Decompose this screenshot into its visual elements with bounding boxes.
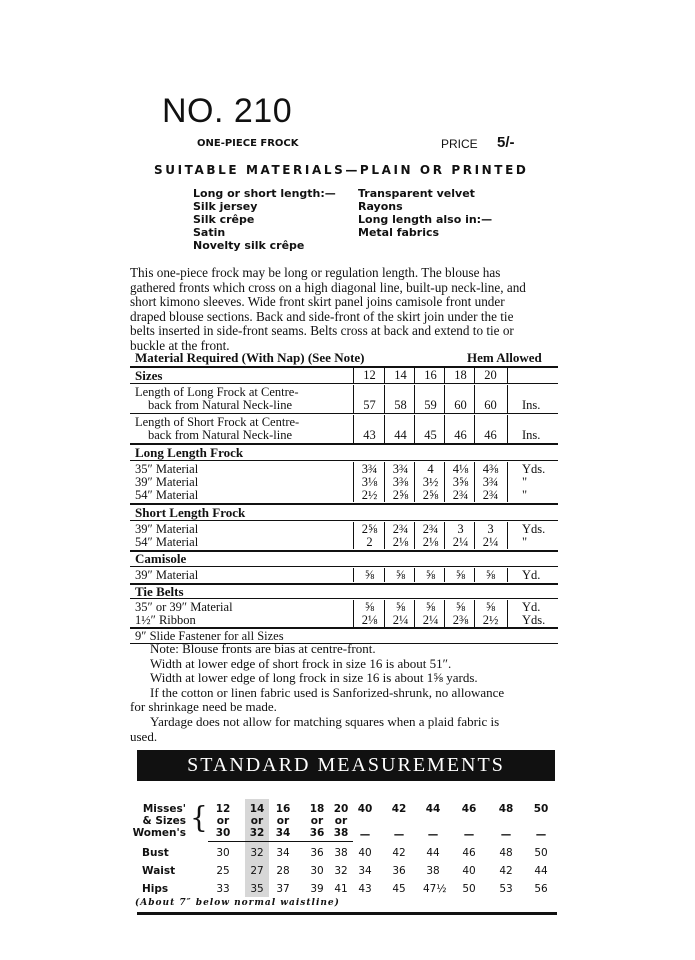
table-rule	[130, 583, 558, 585]
size-header: 12	[363, 368, 376, 382]
measure-value: 39	[310, 883, 324, 895]
table-cell: ⅝	[455, 568, 466, 582]
table-cell: 2¼	[452, 535, 469, 549]
measure-value: 53	[499, 883, 513, 895]
table-cell: ⅝	[485, 568, 496, 582]
material-item: Novelty silk crêpe	[193, 239, 305, 252]
table-unit: "	[522, 488, 528, 502]
measure-value: 36	[392, 865, 406, 877]
row-label: 54″ Material	[135, 488, 199, 502]
table-unit: "	[522, 475, 528, 489]
table-cell: 3¾	[392, 462, 409, 476]
table-rule	[130, 566, 558, 567]
women-size: 32	[249, 827, 265, 839]
table-column-rule	[384, 368, 385, 383]
description-line: gathered fronts which cross on a high diagonal line, built-up neck-line, and	[130, 279, 526, 295]
size-header: 16	[424, 368, 437, 382]
table-cell: 3	[487, 522, 494, 536]
row-label: 39″ Material	[135, 568, 199, 582]
table-rule	[130, 550, 558, 552]
measure-value: 42	[499, 865, 513, 877]
table-cell: 60	[484, 398, 497, 412]
section-heading: Short Length Frock	[135, 505, 246, 520]
table-column-rule	[444, 368, 445, 383]
note-line: Width at lower edge of long frock in size 16 is about 1⅝ yards.	[150, 670, 478, 686]
section-heading: Tie Belts	[135, 584, 184, 599]
table-cell: 2⅝	[392, 488, 409, 502]
sizes-label: Sizes	[135, 368, 163, 383]
table-cell: 2⅜	[452, 613, 469, 627]
measure-value: 35	[250, 883, 264, 895]
table-cell: ⅝	[364, 568, 375, 582]
size-header: 20	[484, 368, 497, 382]
row-label: 35″ or 39″ Material	[135, 600, 233, 614]
note-line: If the cotton or linen fabric used is Sanforized-shrunk, no allowance	[150, 684, 505, 700]
dash: —	[359, 829, 371, 841]
table-cell: 3¾	[482, 475, 499, 489]
price-label: PRICE	[441, 137, 478, 151]
row-label: 39″ Material	[135, 522, 199, 536]
description-line: short kimono sleeves. Wide front skirt panel joins camisole front under	[130, 294, 505, 310]
or-label: or	[216, 815, 230, 827]
measure-value: 34	[276, 847, 290, 859]
table-column-rule	[414, 600, 415, 627]
table-unit: Yd.	[522, 568, 541, 582]
size-header: 14	[249, 803, 265, 815]
material-item: Transparent velvet	[358, 187, 475, 200]
table-rule	[130, 460, 558, 461]
materials-title: SUITABLE MATERIALS—PLAIN OR PRINTED	[154, 163, 529, 177]
header-rule	[208, 841, 353, 842]
table-cell: 3⅛	[361, 475, 378, 489]
table-unit: Yds.	[522, 613, 546, 627]
material-item: Long or short length:—	[193, 187, 336, 200]
row-label: Length of Short Frock at Centre-	[135, 415, 300, 429]
description-line: buckle at the front.	[130, 337, 230, 353]
material-item: Satin	[193, 226, 226, 239]
table-cell: 43	[363, 428, 376, 442]
section-heading: Camisole	[135, 551, 187, 566]
note-line: Width at lower edge of short frock in size 16 is about 51″.	[150, 655, 452, 671]
measure-value: 44	[534, 865, 548, 877]
table-column-rule	[414, 568, 415, 582]
size-header: 20	[333, 803, 349, 815]
row-label: Length of Long Frock at Centre-	[135, 385, 299, 399]
table-column-rule	[474, 522, 475, 549]
measure-value: 47½	[423, 883, 447, 895]
measure-value: 33	[216, 883, 230, 895]
table-column-rule	[414, 522, 415, 549]
material-item: Silk jersey	[193, 200, 258, 213]
table-column-rule	[384, 385, 385, 413]
table-cell: ⅝	[425, 568, 436, 582]
material-item: Silk crêpe	[193, 213, 255, 226]
table-unit: Ins.	[522, 428, 541, 442]
measure-value: 37	[276, 883, 290, 895]
size-header: 14	[394, 368, 407, 382]
table-cell: 3½	[422, 475, 439, 489]
measure-value: 25	[216, 865, 230, 877]
table-rule	[130, 520, 558, 521]
table-column-rule	[507, 385, 508, 413]
table-cell: 2¾	[482, 488, 499, 502]
pattern-name: ONE-PIECE FROCK	[197, 138, 299, 149]
size-header: 18	[454, 368, 467, 382]
note-line: for shrinkage need be made.	[130, 699, 277, 715]
note-line: Note: Blouse fronts are bias at centre-front.	[150, 641, 376, 656]
table-column-rule	[384, 522, 385, 549]
women-label: Women's	[132, 827, 186, 839]
measure-value: 30	[310, 865, 324, 877]
row-label: 35″ Material	[135, 462, 199, 476]
size-header: 42	[391, 803, 407, 815]
size-header: 18	[309, 803, 325, 815]
fastener-row: 9″ Slide Fastener for all Sizes	[135, 629, 284, 643]
misses-label: Misses'	[142, 803, 186, 815]
table-column-rule	[444, 522, 445, 549]
table-column-rule	[414, 368, 415, 383]
table-cell: 2⅛	[361, 613, 378, 627]
table-column-rule	[474, 462, 475, 502]
size-header: 12	[215, 803, 231, 815]
table-cell: ⅝	[425, 600, 436, 614]
table-column-rule	[507, 522, 508, 549]
size-header: 46	[461, 803, 477, 815]
size-header: 44	[425, 803, 441, 815]
bottom-rule	[137, 912, 557, 915]
note-line: Yardage does not allow for matching squares when a plaid fabric is	[150, 713, 500, 729]
pattern-number: NO. 210	[162, 92, 293, 130]
measure-label: Hips	[142, 883, 169, 895]
table-column-rule	[507, 462, 508, 502]
standard-measurements-banner: STANDARD MEASUREMENTS	[137, 750, 555, 781]
table-cell: ⅝	[455, 600, 466, 614]
row-label: 54″ Material	[135, 535, 199, 549]
table-cell: 2½	[482, 613, 499, 627]
table-unit: Yds.	[522, 462, 546, 476]
table-cell: ⅝	[364, 600, 375, 614]
table-column-rule	[353, 568, 354, 582]
table-cell: 2¼	[392, 613, 409, 627]
table-column-rule	[353, 415, 354, 443]
description-line: draped blouse sections. Back and side-front of the skirt join under the tie	[130, 308, 514, 324]
table-column-rule	[444, 568, 445, 582]
measure-value: 44	[426, 847, 440, 859]
measure-value: 36	[310, 847, 324, 859]
measure-value: 40	[462, 865, 476, 877]
material-item: Metal fabrics	[358, 226, 440, 239]
table-cell: ⅝	[485, 600, 496, 614]
women-size: 36	[309, 827, 325, 839]
table-cell: 2¾	[452, 488, 469, 502]
table-column-rule	[353, 600, 354, 627]
measure-value: 28	[276, 865, 290, 877]
description-line: belts inserted in side-front seams. Belts cross at back and extend to tie or	[130, 323, 514, 339]
row-label: 1½″ Ribbon	[135, 613, 196, 627]
table-rule	[130, 598, 558, 599]
table-cell: 2⅝	[361, 522, 378, 536]
measure-value: 41	[334, 883, 348, 895]
material-item: Long length also in:—	[358, 213, 493, 226]
table-cell: 46	[454, 428, 467, 442]
brace: {	[190, 800, 208, 835]
measure-value: 42	[392, 847, 406, 859]
table-column-rule	[444, 600, 445, 627]
table-cell: 2¾	[392, 522, 409, 536]
measure-value: 27	[250, 865, 264, 877]
table-column-rule	[507, 568, 508, 582]
row-label: 39″ Material	[135, 475, 199, 489]
table-rule	[130, 383, 558, 384]
dash: —	[500, 829, 512, 841]
table-column-rule	[353, 522, 354, 549]
table-cell: 2¾	[422, 522, 439, 536]
table-cell: 2¼	[482, 535, 499, 549]
material-item: Rayons	[358, 200, 403, 213]
table-cell: 3⅝	[452, 475, 469, 489]
size-header: 48	[498, 803, 514, 815]
size-header: 50	[533, 803, 549, 815]
table-column-rule	[384, 568, 385, 582]
notes	[130, 642, 560, 744]
dash: —	[427, 829, 439, 841]
row-label: back from Natural Neck-line	[148, 428, 293, 442]
measure-value: 32	[334, 865, 348, 877]
measure-value: 32	[250, 847, 264, 859]
table-cell: 4⅜	[482, 462, 499, 476]
or-label: or	[310, 815, 324, 827]
women-size: 34	[275, 827, 291, 839]
table-column-rule	[384, 415, 385, 443]
table-cell: 3	[457, 522, 464, 536]
table-unit: Ins.	[522, 398, 541, 412]
table-column-rule	[444, 462, 445, 502]
table-cell: 2¼	[422, 613, 439, 627]
table-column-rule	[353, 385, 354, 413]
table-cell: 59	[424, 398, 437, 412]
measure-value: 48	[499, 847, 513, 859]
measure-value: 30	[216, 847, 230, 859]
table-cell: 4⅛	[452, 462, 469, 476]
table-column-rule	[507, 600, 508, 627]
table-cell: 3⅜	[392, 475, 409, 489]
table-cell: 60	[454, 398, 467, 412]
or-label: or	[250, 815, 264, 827]
table-unit: Yds.	[522, 522, 546, 536]
table-column-rule	[414, 462, 415, 502]
measure-value: 50	[462, 883, 476, 895]
sizes-label: & Sizes	[142, 815, 186, 827]
table-column-rule	[353, 462, 354, 502]
table-column-rule	[474, 368, 475, 383]
measure-label: Bust	[142, 847, 169, 859]
women-size: 38	[333, 827, 349, 839]
table-cell: 2	[366, 535, 373, 549]
measure-value: 46	[462, 847, 476, 859]
measure-value: 38	[426, 865, 440, 877]
description-line: This one-piece frock may be long or regulation length. The blouse has	[130, 265, 501, 280]
table-cell: 2⅛	[422, 535, 439, 549]
table-column-rule	[353, 368, 354, 383]
description	[130, 266, 578, 354]
dash: —	[535, 829, 547, 841]
table-cell: ⅝	[395, 600, 406, 614]
table-rule	[130, 413, 558, 414]
table-cell: 58	[394, 398, 407, 412]
table-unit: "	[522, 535, 528, 549]
measure-label: Waist	[142, 865, 176, 877]
materials-list-right	[358, 187, 492, 239]
table-cell: 46	[484, 428, 497, 442]
table-column-rule	[474, 568, 475, 582]
table-cell: 4	[427, 462, 434, 476]
table-cell: 45	[424, 428, 437, 442]
section-heading: Long Length Frock	[135, 445, 244, 460]
women-size: 30	[215, 827, 231, 839]
table-column-rule	[384, 462, 385, 502]
table-column-rule	[384, 600, 385, 627]
measure-value: 43	[358, 883, 372, 895]
table-column-rule	[507, 368, 508, 383]
table-cell: 44	[394, 428, 407, 442]
table-cell: 2½	[361, 488, 378, 502]
measure-value: 40	[358, 847, 372, 859]
table-cell: ⅝	[395, 568, 406, 582]
dash: —	[393, 829, 405, 841]
size-header: 16	[275, 803, 291, 815]
materials-list-left	[193, 187, 336, 252]
row-label: back from Natural Neck-line	[148, 398, 293, 412]
measure-value: 38	[334, 847, 348, 859]
table-cell: 57	[363, 398, 376, 412]
or-label: or	[276, 815, 290, 827]
note-line: used.	[130, 728, 158, 744]
dash: —	[463, 829, 475, 841]
measure-value: 34	[358, 865, 372, 877]
size-header: 40	[357, 803, 373, 815]
table-column-rule	[474, 600, 475, 627]
footnote: (About 7″ below normal waistline)	[135, 898, 340, 908]
table-unit: Yd.	[522, 600, 541, 614]
or-label: or	[334, 815, 348, 827]
table-cell: 3¾	[361, 462, 378, 476]
table-column-rule	[507, 415, 508, 443]
measure-value: 45	[392, 883, 406, 895]
table-cell: 2⅝	[422, 488, 439, 502]
hem-allowed-label: Hem Allowed	[467, 350, 542, 365]
price-value: 5/-	[497, 134, 515, 151]
table-cell: 2⅛	[392, 535, 409, 549]
measure-value: 56	[534, 883, 548, 895]
table-title: Material Required (With Nap) (See Note)	[135, 350, 365, 365]
measure-value: 50	[534, 847, 548, 859]
